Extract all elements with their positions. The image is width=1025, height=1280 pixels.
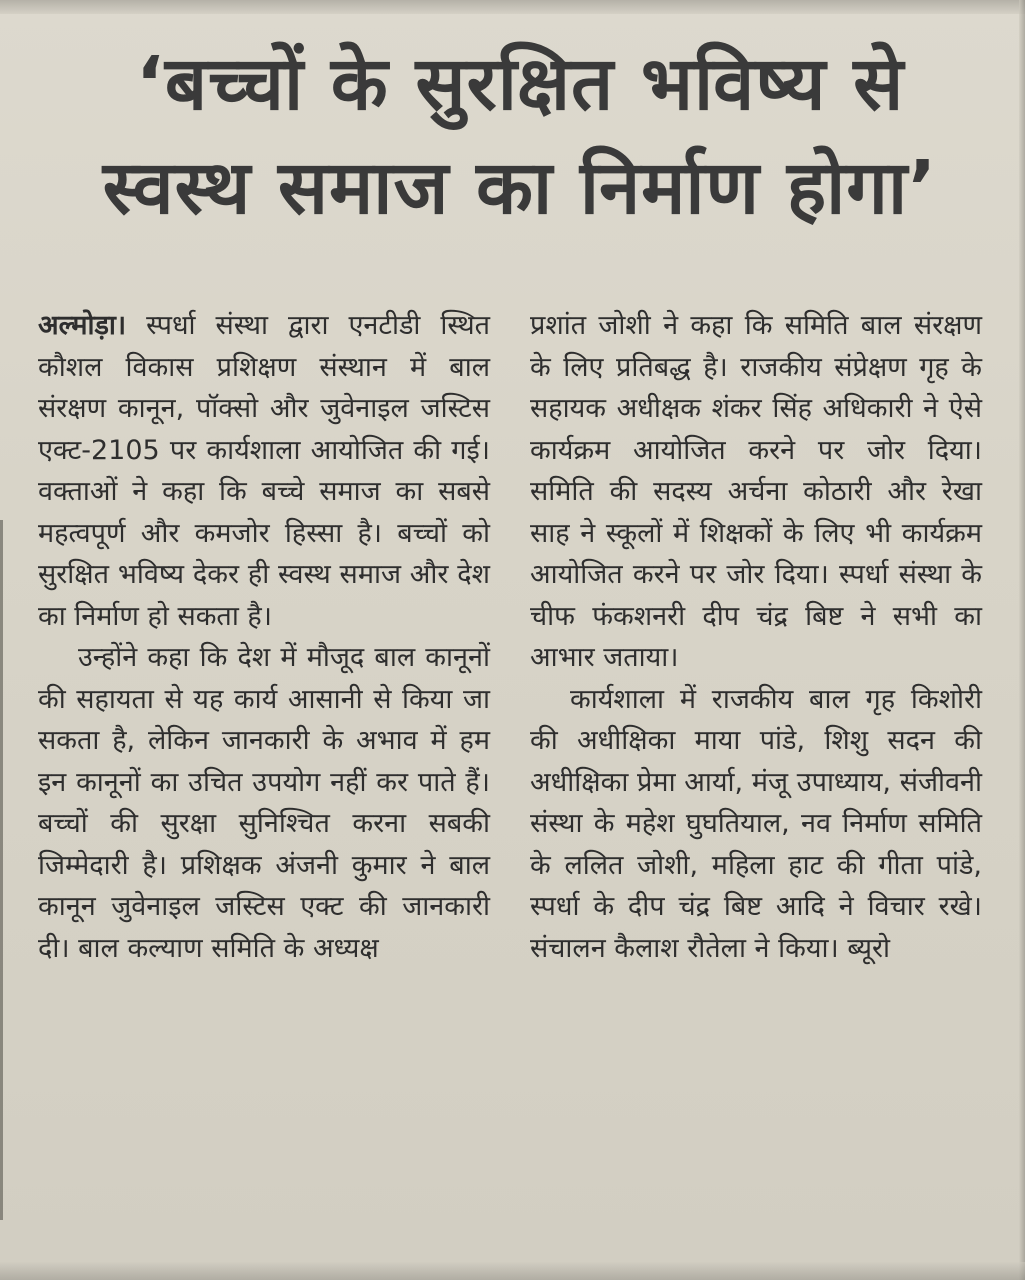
left-paragraph-1 bbox=[38, 305, 490, 637]
right-paragraph-2: कार्यशाला में राजकीय बाल गृह किशोरी की अधीक्षिका माया पांडे, शिशु सदन की अधीक्षिका प्रेमा आर्या, मंजू उपाध्याय, संजीवनी संस्था के महेश घुघतियाल, नव निर्माण समिति के ललित जोशी, महिला हाट की गीता पांडे, स्पर्धा के दीप चंद्र बिष्ट आदि ने विचार रखे। संचालन कैलाश रौतेला ने किया। ब्यूरो bbox=[530, 683, 982, 964]
article-headline bbox=[40, 32, 1000, 240]
left-column-rule bbox=[0, 520, 3, 1220]
top-torn-edge bbox=[0, 0, 1025, 14]
right-page-edge bbox=[1019, 0, 1025, 1280]
right-paragraph-1: प्रशांत जोशी ने कहा कि समिति बाल संरक्षण के लिए प्रतिबद्ध है। राजकीय संप्रेक्षण गृह के सहायक अधीक्षक शंकर सिंह अधिकारी ने ऐसे कार्यक्रम आयोजित करने पर जोर दिया। समिति की सदस्य अर्चना कोठारी और रेखा साह ने स्कूलों में शिक्षकों के लिए भी कार्यक्रम आयोजित करने पर जोर दिया। स्पर्धा संस्था के चीफ फंकशनरी दीप चंद्र बिष्ट ने सभी का आभार जताया। bbox=[530, 310, 982, 673]
article-column-left bbox=[38, 305, 490, 969]
headline-line-2: स्वस्थ समाज का निर्माण होगा’ bbox=[102, 145, 938, 231]
left-paragraph-2: उन्होंने कहा कि देश में मौजूद बाल कानूनों की सहायता से यह कार्य आसानी से किया जा सकता है, लेकिन जानकारी के अभाव में हम इन कानूनों का उचित उपयोग नहीं कर पाते हैं। बच्चों की सुरक्षा सुनिश्चित करना सबकी जिम्मेदारी है। प्रशिक्षक अंजनी कुमार ने बाल कानून जुवेनाइल जस्टिस एक्ट की जानकारी दी। बाल कल्याण समिति के अध्यक्ष bbox=[38, 642, 490, 964]
headline-line-1: ‘बच्चों के सुरक्षित भविष्य से bbox=[135, 41, 905, 127]
bottom-torn-edge bbox=[0, 1262, 1025, 1280]
left-paragraph-1-text: स्पर्धा संस्था द्वारा एनटीडी स्थित कौशल विकास प्रशिक्षण संस्थान में बाल संरक्षण कानून, पॉक्सो और जुवेनाइल जस्टिस एक्ट-2105 पर कार्यशाला आयोजित की गई। वक्ताओं ने कहा कि बच्चे समाज का सबसे महत्वपूर्ण और कमजोर हिस्सा है। बच्चों को सुरक्षित भविष्य देकर ही स्वस्थ समाज और देश का निर्माण हो सकता है। bbox=[38, 310, 490, 632]
article-column-right bbox=[530, 305, 982, 969]
dateline: अल्मोड़ा। bbox=[38, 310, 127, 341]
